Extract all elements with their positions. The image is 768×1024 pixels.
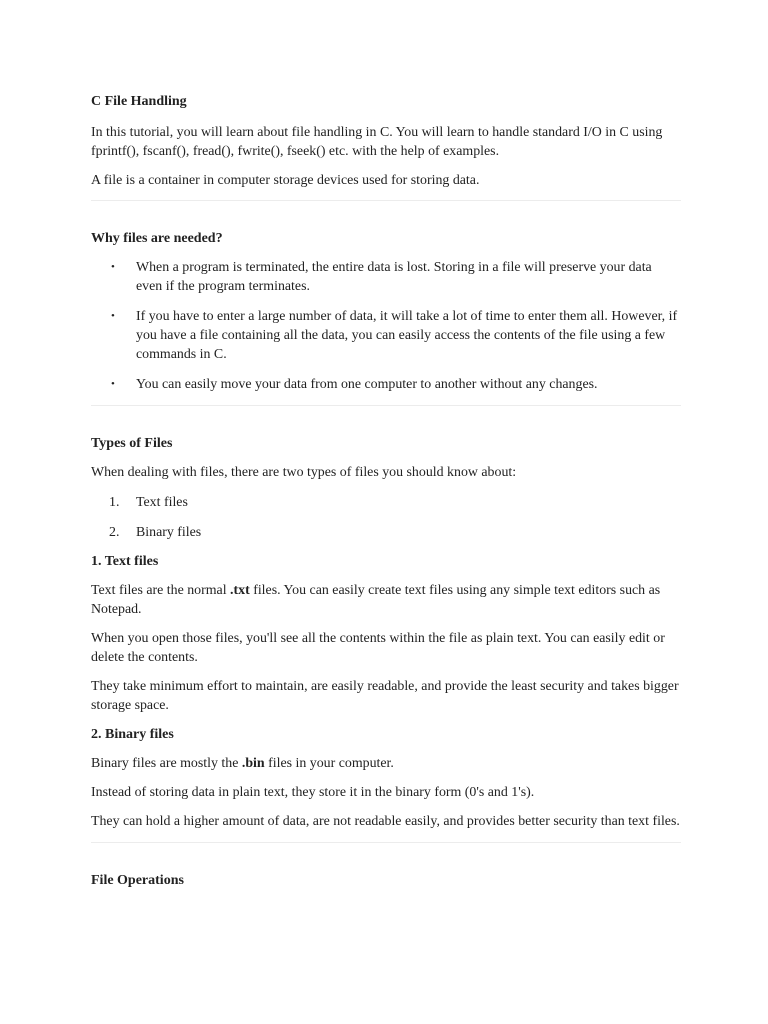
why-heading: Why files are needed? (91, 231, 223, 246)
list-item-text: When a program is terminated, the entire data is lost. Storing in a file will preserve your data even if the program terminates. (136, 260, 652, 294)
file-extension-bin: .bin (241, 756, 265, 771)
section-divider (91, 842, 681, 843)
list-number: 2. (109, 525, 120, 540)
text-fragment: files in your computer. (264, 756, 394, 771)
list-number: 1. (109, 495, 120, 510)
section-divider (91, 200, 681, 201)
binary-files-paragraph-1 (91, 754, 681, 773)
text-files-paragraph-1 (91, 581, 681, 619)
list-item-text: Text files (136, 495, 188, 510)
types-list (91, 493, 681, 542)
list-item (91, 493, 681, 512)
bullet-icon: • (111, 378, 115, 390)
bullet-icon: • (111, 261, 115, 273)
list-item (91, 375, 681, 394)
text-fragment: Text files are the normal (91, 583, 231, 598)
text-files-paragraph-2: When you open those files, you'll see all the contents within the file as plain text. You can easily edit or delete the contents. (91, 631, 665, 665)
list-item (91, 258, 681, 296)
article-body (91, 92, 681, 890)
binary-files-paragraph-3: They can hold a higher amount of data, are not readable easily, and provides better security than text files. (91, 814, 680, 829)
list-item (91, 523, 681, 542)
section-divider (91, 405, 681, 406)
list-item (91, 307, 681, 364)
text-files-paragraph-3: They take minimum effort to maintain, are easily readable, and provide the least security and takes bigger storage space. (91, 679, 679, 713)
operations-heading: File Operations (91, 873, 184, 888)
text-fragment: Binary files are mostly the (91, 756, 242, 771)
file-extension-txt: .txt (230, 583, 250, 598)
list-item-text: If you have to enter a large number of data, it will take a lot of time to enter them all. However, if you have a file containing all the data, you can easily access the contents of the file using a few commands in C. (136, 309, 678, 362)
text-fragment: files. You can easily create text files using any simple text editors such as Notepad. (91, 583, 661, 617)
intro-paragraph: In this tutorial, you will learn about file handling in C. You will learn to handle standard I/O in C using fprintf(), fscanf(), fread(), fwrite(), fseek() etc. with the help of examples. (91, 125, 663, 159)
list-item-text: Binary files (136, 525, 202, 540)
definition-paragraph: A file is a container in computer storage devices used for storing data. (91, 173, 480, 188)
list-item-text: You can easily move your data from one computer to another without any changes. (136, 377, 598, 392)
types-intro: When dealing with files, there are two types of files you should know about: (91, 465, 517, 480)
binary-files-paragraph-2: Instead of storing data in plain text, they store it in the binary form (0's and 1's). (91, 785, 535, 800)
text-files-heading: 1. Text files (91, 554, 159, 569)
page-title: C File Handling (91, 94, 187, 109)
types-heading: Types of Files (91, 436, 173, 451)
bullet-icon: • (111, 310, 115, 322)
why-list (91, 258, 681, 394)
binary-files-heading: 2. Binary files (91, 727, 174, 742)
